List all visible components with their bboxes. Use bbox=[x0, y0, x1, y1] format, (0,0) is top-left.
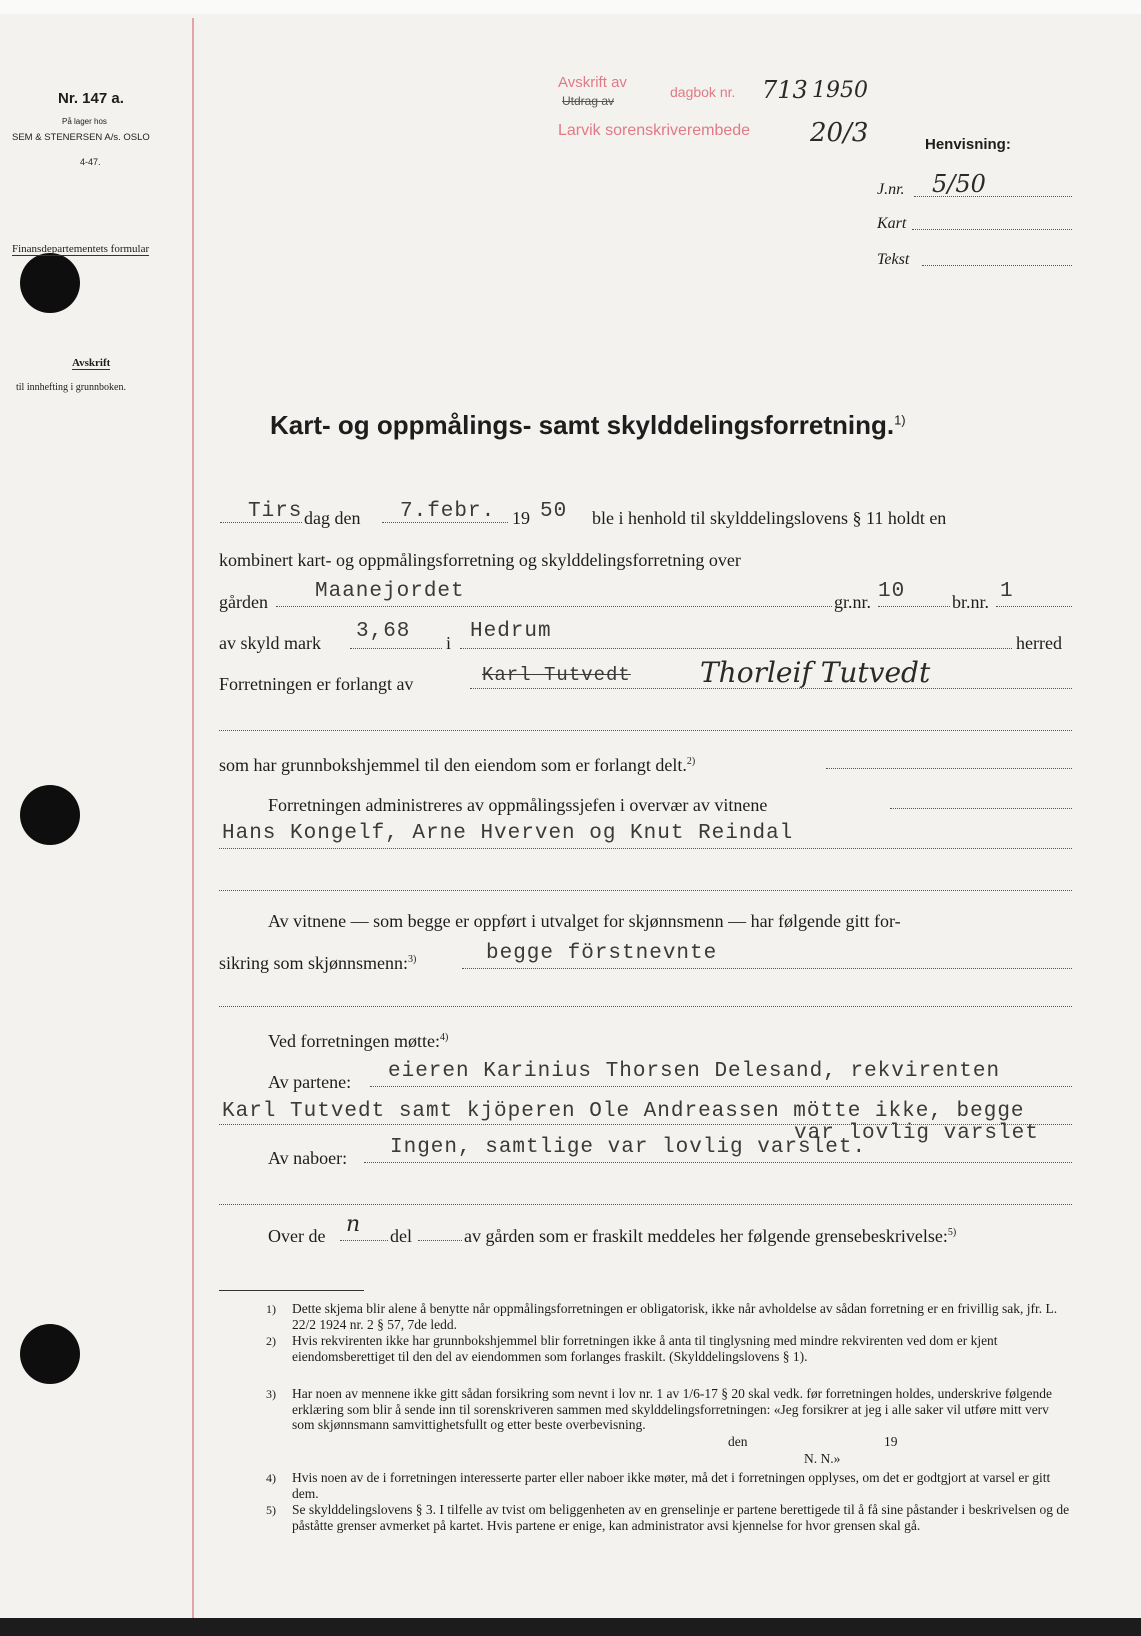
stamp-line2-struck: Utdrag av bbox=[562, 94, 615, 108]
del-dots bbox=[418, 1240, 462, 1241]
footnote-2-num: 2) bbox=[266, 1334, 276, 1348]
footnote-4: Hvis noen av de i forretningen interesserte parter eller naboer ikke møter, må det i forretningen opplyses, om det er godtgjort at varsel er gitt dem. bbox=[292, 1470, 1051, 1501]
motte-footnote-ref: 4) bbox=[439, 1032, 449, 1043]
title-text: Kart- og oppmålings- samt skylddelingsforretning. bbox=[270, 410, 895, 440]
vitnene-footnote-ref: 3) bbox=[408, 954, 417, 965]
herred-label: herred bbox=[1016, 633, 1062, 653]
tekst-dots bbox=[922, 265, 1072, 266]
partene-value2: Karl Tutvedt samt kjöperen Ole Andreassen mötte ikke, begge bbox=[222, 1100, 1025, 1123]
document-title bbox=[270, 410, 906, 441]
punch-hole-middle bbox=[20, 785, 80, 845]
administrert-dots bbox=[890, 808, 1072, 809]
line2-text: kombinert kart- og oppmålingsforretning og skylddelingsforretning over bbox=[219, 550, 741, 570]
printer-line1: På lager hos bbox=[62, 117, 107, 126]
footnote-1: Dette skjema blir alene å benytte når oppmålingsforretningen er obligatorisk, ikke når avholdelse av sådan forretning er en frivillig sak, jfr. L. 22/2 1924 nr. 2 § 57, 7de ledd. bbox=[292, 1301, 1058, 1332]
stamp-year: 1950 bbox=[812, 78, 868, 103]
skyld-dots bbox=[350, 648, 442, 649]
copy-title: Avskrift bbox=[72, 357, 111, 369]
footnote-2: Hvis rekvirenten ikke har grunnbokshjemmel blir forretningen ikke å anta til tinglysning med mindre rekvirenten ved dom er kjent eiendomsberettiget til den del av eiendommen som forlanges fraskilt. (Skylddelingslovens § 1). bbox=[292, 1333, 998, 1364]
footnote-3: Har noen av mennene ikke gitt sådan forsikring som nevnt i lov nr. 1 av 1/6-17 § 20 skal vedk. før forretningen holdes, underskrive følgende erklæring som blir å sende inn til sorenskriveren sammen med skylddelingsforretningen: «Jeg forsikrer at jeg i alle saker vil utføre mitt verv som skjønnsmann samvittighetsfullt og etter beste overbevisning. bbox=[292, 1386, 1052, 1432]
vitner-value: Hans Kongelf, Arne Hverven og Knut Reindal bbox=[222, 822, 794, 845]
forlangt-struck: Karl Tutvedt bbox=[482, 664, 631, 686]
footnote-3-den: den bbox=[728, 1434, 748, 1449]
vitner-dots bbox=[219, 848, 1072, 849]
line1-text: ble i henhold til skylddelingslovens § 11 holdt en bbox=[592, 508, 947, 528]
punch-hole-top bbox=[20, 253, 80, 313]
partene-value1: eieren Karinius Thorsen Delesand, rekvirenten bbox=[388, 1060, 1001, 1083]
printer-line2: SEM & STENERSEN A/s. OSLO bbox=[12, 132, 150, 143]
skyld-value: 3,68 bbox=[356, 620, 411, 643]
partene-dots-1 bbox=[370, 1086, 1072, 1087]
ministry-form-label: Finansdepartementets formular bbox=[12, 243, 150, 255]
over-de-dots bbox=[340, 1240, 388, 1241]
del-label: del bbox=[390, 1226, 412, 1246]
forlangt-label: Forretningen er forlangt av bbox=[219, 674, 414, 694]
garden-dots bbox=[276, 606, 832, 607]
partene-value3: var lovlig varslet bbox=[794, 1122, 1039, 1145]
grense-footnote-ref: 5) bbox=[947, 1227, 957, 1238]
printer-date: 4-47. bbox=[80, 157, 101, 167]
vitnene-dots bbox=[462, 968, 1072, 969]
title-footnote-ref: 1) bbox=[894, 412, 906, 428]
grnr-value: 10 bbox=[878, 580, 906, 603]
herred-value: Hedrum bbox=[470, 620, 552, 643]
tekst-label: Tekst bbox=[877, 251, 910, 268]
forlangt-handwritten: Thorleif Tutvedt bbox=[700, 656, 931, 689]
i-label: i bbox=[446, 633, 452, 653]
stamp-line1: Avskrift av bbox=[558, 74, 627, 91]
over-n-value: n bbox=[346, 1212, 361, 1237]
herred-dots bbox=[460, 648, 1012, 649]
skyld-label: av skyld mark bbox=[219, 633, 321, 653]
garden-label: gården bbox=[219, 592, 268, 612]
scan-bottom-edge bbox=[0, 1618, 1141, 1636]
grense-text bbox=[464, 1226, 956, 1247]
date-dots bbox=[382, 522, 508, 523]
vitnene-text1: Av vitnene — som begge er oppført i utvalget for skjønnsmenn — har følgende gitt for- bbox=[268, 911, 901, 931]
footnote-3-year: 19 bbox=[884, 1434, 898, 1449]
scan-top-edge bbox=[0, 0, 1141, 14]
grense-line: av gården som er fraskilt meddeles her følgende grensebeskrivelse: bbox=[464, 1226, 948, 1246]
footnote-4-num: 4) bbox=[266, 1471, 276, 1485]
administrert-text: Forretningen administreres av oppmålingssjefen i overvær av vitnene bbox=[268, 795, 768, 815]
stamp-dagbok-label: dagbok nr. bbox=[670, 84, 736, 100]
jnr-value: 5/50 bbox=[932, 170, 986, 198]
partene-label: Av partene: bbox=[268, 1072, 352, 1092]
brnr-value: 1 bbox=[1000, 580, 1014, 603]
stamp-office: Larvik sorenskriverembede bbox=[558, 122, 751, 139]
form-number: Nr. 147 a. bbox=[58, 90, 124, 107]
footnote-5: Se skylddelingslovens § 3. I tilfelle av tvist om beliggenheten av en grenselinje er partene berettigede til å få sine påstander i beskrivelsen og de påståtte grenser avmerket på kartet. Hvis partene er enige, kan administrator avsi kjennelse for hvor grensen skal gå. bbox=[292, 1502, 1070, 1533]
jnr-label: J.nr. bbox=[877, 181, 905, 198]
footnote-3-num: 3) bbox=[266, 1387, 276, 1401]
grnr-label: gr.nr. bbox=[834, 592, 872, 612]
kart-dots bbox=[912, 229, 1072, 230]
forlangt-dots bbox=[470, 688, 1072, 689]
dag-den-label: dag den bbox=[304, 508, 361, 528]
year-suffix: 50 bbox=[540, 500, 568, 523]
margin-rule bbox=[192, 18, 194, 1618]
hjemmel-footnote-ref: 2) bbox=[686, 756, 696, 767]
hjemmel-dots bbox=[826, 768, 1072, 769]
stamp-date: 20/3 bbox=[810, 118, 869, 148]
kart-label: Kart bbox=[877, 215, 907, 232]
vitnene-value: begge förstnevnte bbox=[486, 942, 718, 965]
blank-dots-1 bbox=[219, 730, 1072, 731]
stamp-dagbok-number: 713 bbox=[762, 76, 808, 104]
footnote-rule bbox=[219, 1290, 364, 1291]
naboer-value: Ingen, samtlige var lovlig varslet. bbox=[390, 1136, 867, 1159]
weekday-dots bbox=[220, 522, 302, 523]
punch-hole-bottom bbox=[20, 1324, 80, 1384]
motte-text bbox=[268, 1031, 448, 1052]
brnr-dots bbox=[996, 606, 1072, 607]
over-de-label: Over de bbox=[268, 1226, 326, 1246]
hjemmel-line: som har grunnbokshjemmel til den eiendom som er forlangt delt. bbox=[219, 755, 687, 775]
naboer-label: Av naboer: bbox=[268, 1148, 348, 1168]
footnote-5-num: 5) bbox=[266, 1503, 276, 1517]
year-prefix: 19 bbox=[512, 508, 530, 528]
vitnene-text2 bbox=[219, 953, 416, 974]
footnote-1-num: 1) bbox=[266, 1302, 276, 1316]
copy-note: til innhefting i grunnboken. bbox=[16, 382, 126, 393]
naboer-dots bbox=[364, 1162, 1072, 1163]
weekday-value: Tirs bbox=[248, 500, 303, 523]
footnote-3-nn: N. N.» bbox=[804, 1451, 841, 1466]
vitnene-line2: sikring som skjønnsmenn: bbox=[219, 953, 409, 973]
reference-heading: Henvisning: bbox=[925, 136, 1011, 153]
blank-dots-3 bbox=[219, 1006, 1072, 1007]
date-value: 7.febr. bbox=[400, 500, 496, 523]
hjemmel-text bbox=[219, 755, 695, 776]
blank-dots-2 bbox=[219, 890, 1072, 891]
blank-dots-4 bbox=[219, 1204, 1072, 1205]
grnr-dots bbox=[878, 606, 950, 607]
brnr-label: br.nr. bbox=[952, 592, 990, 612]
motte-line: Ved forretningen møtte: bbox=[268, 1031, 440, 1051]
garden-value: Maanejordet bbox=[315, 580, 465, 603]
jnr-dots bbox=[914, 196, 1072, 197]
